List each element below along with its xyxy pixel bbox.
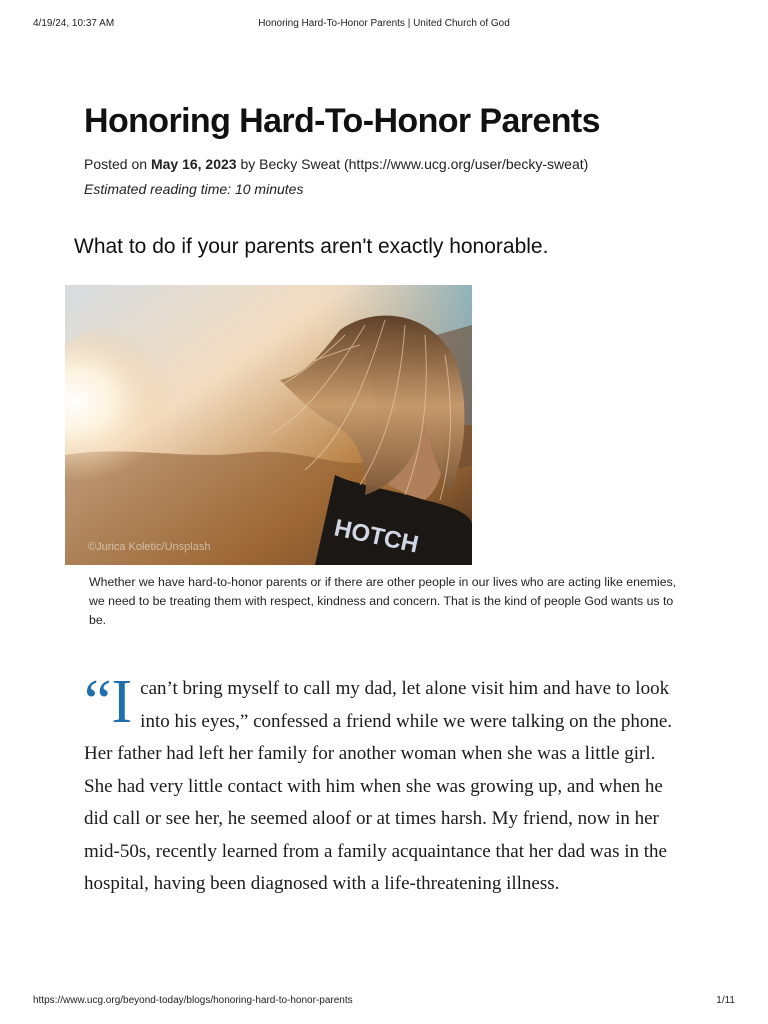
print-header	[0, 18, 768, 32]
byline	[84, 156, 588, 172]
hero-image	[65, 285, 472, 565]
posted-on-label: Posted on	[84, 156, 148, 172]
print-page-title: Honoring Hard-To-Honor Parents | United Church of God	[258, 18, 510, 29]
article-body	[84, 668, 674, 901]
image-credit: ©Jurica Koletic/Unsplash	[88, 541, 211, 553]
drop-cap: “I	[84, 668, 133, 736]
post-date: May 16, 2023	[150, 156, 237, 172]
print-footer	[0, 995, 768, 1009]
author-name[interactable]: Becky Sweat	[259, 156, 341, 172]
article-title: Honoring Hard-To-Honor Parents	[84, 102, 600, 140]
print-url[interactable]: https://www.ucg.org/beyond-today/blogs/honoring-hard-to-honor-parents	[33, 995, 353, 1006]
image-caption: Whether we have hard-to-honor parents or if there are other people in our lives who are acting like enemies, we need to be treating them with respect, kindness and concern. That is the kind of people God wants us to be.	[89, 575, 677, 627]
print-datetime: 4/19/24, 10:37 AM	[33, 18, 115, 29]
by-label: by	[240, 156, 256, 172]
author-link[interactable]: (https://www.ucg.org/user/becky-sweat)	[343, 156, 589, 172]
page-number: 1/11	[716, 995, 735, 1006]
hero-photo	[65, 285, 472, 565]
reading-time: Estimated reading time: 10 minutes	[84, 181, 304, 197]
article-subtitle: What to do if your parents aren't exactly honorable.	[74, 235, 549, 258]
shirt-print: HOTCH	[331, 514, 421, 559]
body-paragraph: can’t bring myself to call my dad, let alone visit him and have to look into his eyes,” confessed a friend while we were talking on the phone. Her father had left her family for another woman when she was a little girl. She had very little contact with him when she was growing up, and when he did call or see her, he seemed aloof or at times harsh. My friend, now in her mid-50s, recently learned from a family acquaintance that her dad was in the hospital, having been diagnosed with a life-threatening illness.	[84, 678, 673, 894]
